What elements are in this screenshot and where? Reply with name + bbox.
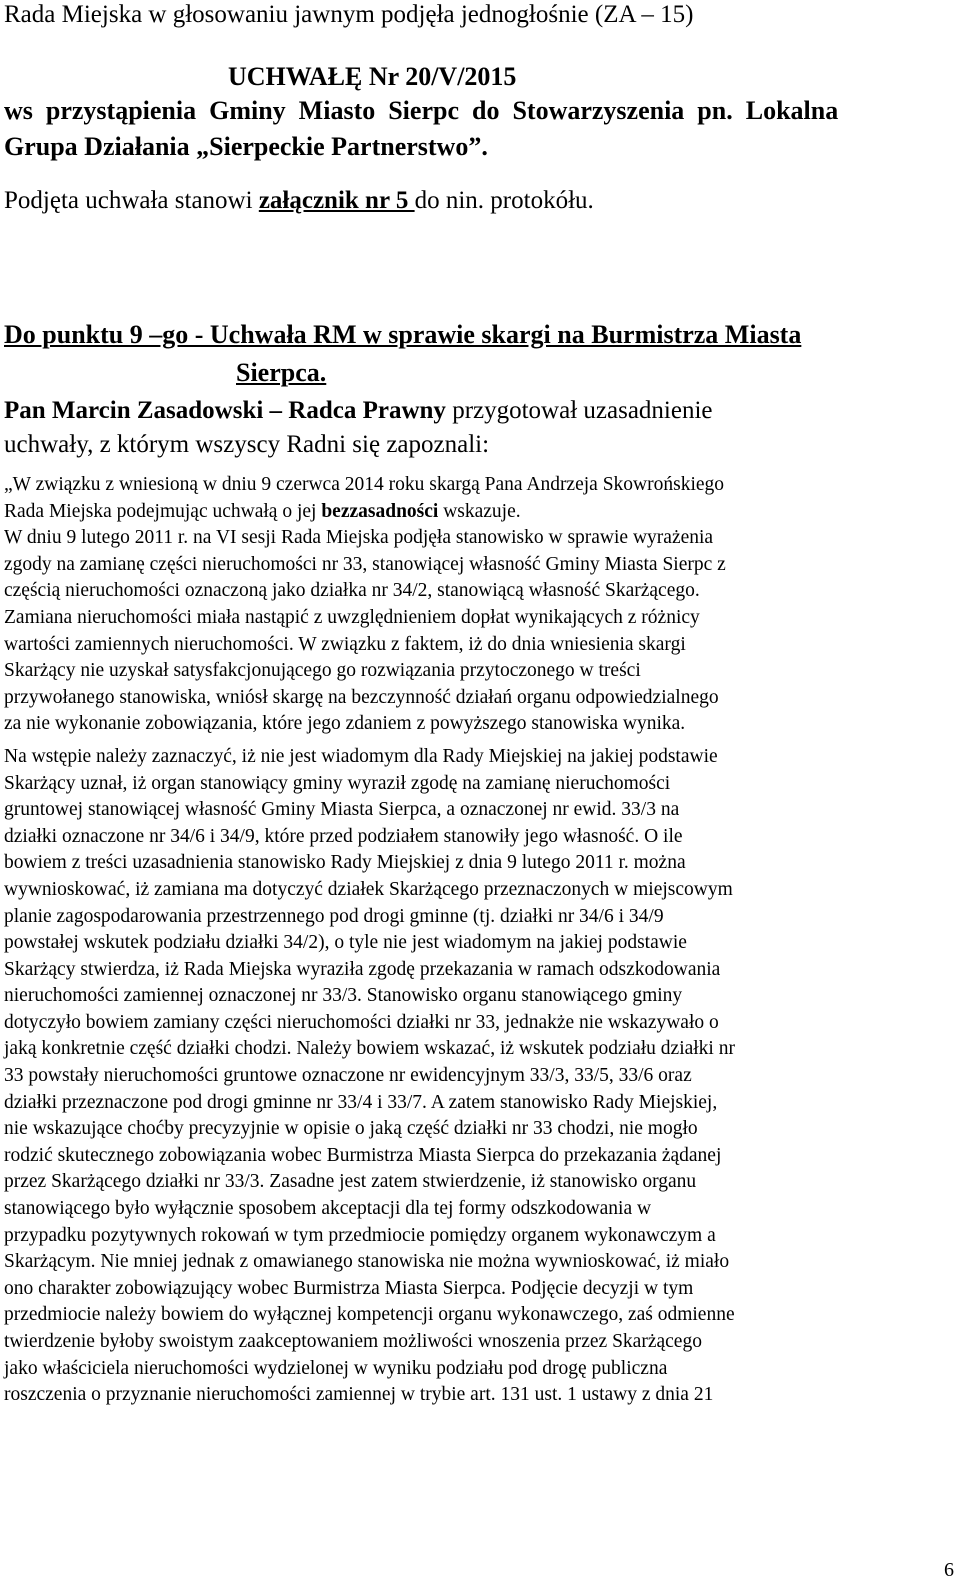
body-line: nieruchomości zamiennej oznaczonej nr 33/3. Stanowisko organu stanowiącego gminy bbox=[4, 985, 683, 1007]
body-line: jako właściciela nieruchomości wydzielonej w wyniku podziału pod drogę publiczna bbox=[4, 1357, 668, 1379]
body-line: częścią nieruchomości oznaczoną jako działka nr 34/2, stanowiącą własność Skarżącego. bbox=[4, 580, 700, 602]
speaker-line-2: uchwały, z którym wszyscy Radni się zapoznali: bbox=[4, 431, 490, 458]
body-line: Na wstępie należy zaznaczyć, iż nie jest wiadomym dla Rady Miejskiej na jakiej podstawie bbox=[4, 745, 718, 767]
point-heading-line-2 bbox=[236, 356, 326, 390]
body-line: przywołanego stanowiska, wniósł skargę na bezczynność działań organu odpowiedzialnego bbox=[4, 686, 719, 708]
body-line: powstałej wskutek podziału działki 34/2), o tyle nie jest wiadomym na jakiej podstawie bbox=[4, 932, 687, 954]
body-line: twierdzenie byłoby swoistym zaakceptowaniem możliwości wnoszenia przez Skarżącego bbox=[4, 1331, 702, 1352]
body-line bbox=[4, 499, 934, 526]
resolution-description-line-1: ws przystąpienia Gminy Miasto Sierpc do Stowarzyszenia pn. Lokalna bbox=[4, 96, 839, 125]
body-line-text: Rada Miejska podejmując uchwałą o jej bbox=[4, 500, 322, 522]
body-line: działki oznaczone nr 34/6 i 34/9, które przed podziałem stanowiły jego własność. O ile bbox=[4, 825, 683, 847]
body-line-text: wskazuje. bbox=[438, 500, 521, 522]
attachment-prefix: Podjęta uchwała stanowi bbox=[4, 187, 259, 214]
body-line: zgody na zamianę części nieruchomości nr 33, stanowiącej własność Gminy Miasta Sierpc z bbox=[4, 553, 726, 575]
attachment-reference: załącznik nr 5 bbox=[258, 187, 415, 214]
body-line: rodzić skutecznego zobowiązania wobec Burmistrza Miasta Sierpca do przekazania żądanej bbox=[4, 1144, 722, 1166]
body-line: dotyczyło bowiem zamiany części nieruchomości działki nr 33, jednakże nie wskazywało o bbox=[4, 1011, 719, 1033]
page-number: 6 bbox=[944, 1559, 954, 1581]
vote-result-line: Rada Miejska w głosowaniu jawnym podjęła jednogłośnie (ZA – 15) bbox=[4, 1, 694, 28]
body-line: gruntowej stanowiącej własność Gminy Miasta Sierpca, a oznaczonej nr ewid. 33/3 na bbox=[4, 799, 680, 821]
body-line: stanowiącego było wyłącznie sposobem akceptacji dla tej formy odszkodowania w bbox=[4, 1198, 652, 1220]
attachment-note bbox=[4, 184, 594, 218]
point-heading-text: Sierpca. bbox=[236, 358, 327, 387]
body-line: 33 powstały nieruchomości gruntowe oznaczone nr ewidencyjnym 33/3, 33/5, 33/6 oraz bbox=[4, 1065, 692, 1087]
body-line: roszczenia o przyznanie nieruchomości zamiennej w trybie art. 131 ust. 1 ustawy z dnia 21 bbox=[4, 1384, 714, 1406]
body-line: Skarżący uznał, iż organ stanowiący gminy wyraził zgodę na zamianę nieruchomości bbox=[4, 772, 671, 794]
body-line: wywnioskować, iż zamiana ma dotyczyć działek Skarżącego przeznaczonych w miejscowym bbox=[4, 878, 733, 900]
body-line: przez Skarżącego działki nr 33/3. Zasadne jest zatem stwierdzenie, iż stanowisko organu bbox=[4, 1171, 697, 1193]
justification-text bbox=[4, 472, 934, 1409]
body-line: „W związku z wniesioną w dniu 9 czerwca 2014 roku skargą Pana Andrzeja Skowrońskiego bbox=[4, 474, 725, 495]
body-line: wartości zamiennych nieruchomości. W związku z faktem, iż do dnia wniesienia skargi bbox=[4, 633, 686, 655]
body-line: bowiem z treści uzasadnienia stanowisko Rady Miejskiej z dnia 9 lutego 2011 r. można bbox=[4, 852, 686, 874]
body-line: jaką konkretnie część działki chodzi. Należy bowiem wskazać, iż wskutek podziału działki nr bbox=[4, 1038, 735, 1060]
resolution-title: UCHWAŁĘ Nr 20/V/2015 bbox=[228, 62, 517, 91]
body-line: planie zagospodarowania przestrzennego pod drogi gminne (tj. działki nr 34/6 i 34/9 bbox=[4, 905, 664, 927]
body-line: przedmiocie należy bowiem do wyłącznej kompetencji organu wykonawczego, zaś odmienne bbox=[4, 1304, 735, 1326]
body-line: Skarżącym. Nie mniej jednak z omawianego stanowiska nie można wywnioskować, iż miało bbox=[4, 1251, 730, 1273]
attachment-suffix: do nin. protokółu. bbox=[414, 187, 594, 214]
body-line: Zamiana nieruchomości miała nastąpić z uwzględnieniem dopłat wynikających z różnicy bbox=[4, 606, 700, 628]
body-line: działki przeznaczone pod drogi gminne nr 33/4 i 33/7. A zatem stanowisko Rady Miejskiej, bbox=[4, 1091, 718, 1113]
speaker-name: Pan Marcin Zasadowski – Radca Prawny bbox=[4, 397, 446, 424]
body-line: nie wskazujące choćby precyzyjnie w opisie o jaką część działki nr 33 chodzi, nie mogło bbox=[4, 1118, 698, 1140]
body-line: Skarżący stwierdza, iż Rada Miejska wyraziła zgodę przekazania w ramach odszkodowania bbox=[4, 958, 721, 980]
speaker-action: przygotował uzasadnienie bbox=[445, 397, 713, 424]
point-heading-line-1: Do punktu 9 –go - Uchwała RM w sprawie skargi na Burmistrza Miasta bbox=[4, 320, 802, 349]
resolution-description-line-2: Grupa Działania „Sierpeckie Partnerstwo”. bbox=[4, 132, 488, 161]
body-line: W dniu 9 lutego 2011 r. na VI sesji Rada Miejska podjęła stanowisko w sprawie wyrażenia bbox=[4, 527, 714, 549]
body-line: przypadku pozytywnych rokowań w tym przedmiocie pomiędzy organem wykonawczym a bbox=[4, 1224, 716, 1246]
body-line: Skarżący nie uzyskał satysfakcjonującego go rozwiązania przytoczonego w treści bbox=[4, 660, 641, 682]
speaker-line bbox=[4, 394, 713, 428]
body-line: ono charakter zobowiązujący wobec Burmistrza Miasta Sierpca. Podjęcie decyzji w tym bbox=[4, 1277, 694, 1299]
bold-term: bezzasadności bbox=[321, 500, 439, 522]
body-line: za nie wykonanie zobowiązania, które jego zdaniem z powyższego stanowiska wynika. bbox=[4, 713, 686, 735]
